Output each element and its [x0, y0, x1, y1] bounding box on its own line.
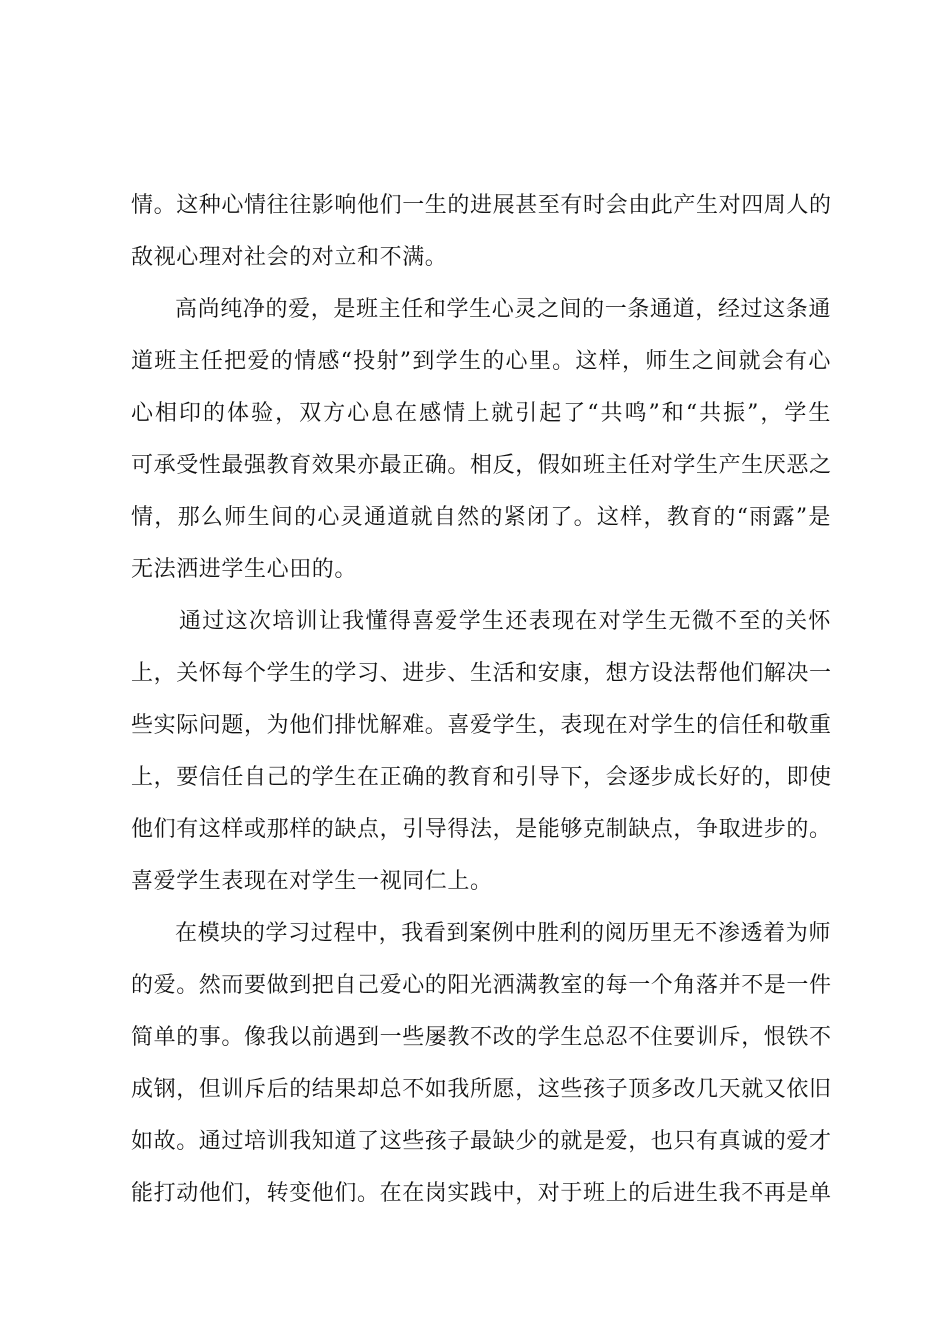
paragraph-3-line-6: 喜爱学生表现在对学生一视同仁上。 — [131, 869, 493, 894]
paragraph-2-line-5: 情，那么师生间的心灵通道就自然的紧闭了。这样，教育的“雨露”是 — [131, 505, 831, 530]
paragraph-3-line-5: 他们有这样或那样的缺点，引导得法，是能够克制缺点，争取进步的。 — [131, 817, 832, 842]
document-body — [131, 186, 831, 1226]
paragraph-2-line-1: 高尚纯净的爱，是班主任和学生心灵之间的一条通道，经过这条通 — [175, 297, 831, 322]
paragraph-4-line-2: 的爱。然而要做到把自己爱心的阳光洒满教室的每一个角落并不是一件 — [131, 973, 832, 998]
paragraph-2-line-3: 心相印的体验，双方心息在感情上就引起了“共鸣”和“共振”，学生 — [131, 401, 831, 426]
paragraph-3-line-4: 上，要信任自己的学生在正确的教育和引导下，会逐步成长好的，即使 — [131, 765, 832, 790]
paragraph-3-line-2: 上，关怀每个学生的学习、进步、生活和安康，想方设法帮他们解决一 — [131, 661, 832, 686]
paragraph-1-line-1: 情。这种心情往往影响他们一生的进展甚至有时会由此产生对四周人的 — [131, 193, 832, 218]
paragraph-3-line-1: 通过这次培训让我懂得喜爱学生还表现在对学生无微不至的关怀 — [179, 609, 831, 634]
paragraph-4-line-6: 能打动他们，转变他们。在在岗实践中，对于班上的后进生我不再是单 — [131, 1181, 832, 1206]
paragraph-3-line-3: 些实际问题，为他们排忧解难。喜爱学生，表现在对学生的信任和敬重 — [131, 713, 832, 738]
paragraph-4-line-1: 在模块的学习过程中，我看到案例中胜利的阅历里无不渗透着为师 — [175, 921, 831, 946]
paragraph-4-line-3: 简单的事。像我以前遇到一些屡教不改的学生总忍不住要训斥，恨铁不 — [131, 1025, 832, 1050]
paragraph-2-line-2: 道班主任把爱的情感“投射”到学生的心里。这样，师生之间就会有心 — [131, 349, 831, 374]
paragraph-4-line-5: 如故。通过培训我知道了这些孩子最缺少的就是爱，也只有真诚的爱才 — [131, 1129, 832, 1154]
paragraph-4-line-4: 成钢，但训斥后的结果却总不如我所愿，这些孩子顶多改几天就又依旧 — [131, 1077, 832, 1102]
paragraph-1-line-2: 敌视心理对社会的对立和不满。 — [131, 245, 448, 270]
paragraph-2-line-6: 无法洒进学生心田的。 — [131, 557, 358, 582]
paragraph-2-line-4: 可承受性最强教育效果亦最正确。相反，假如班主任对学生产生厌恶之 — [131, 453, 832, 478]
